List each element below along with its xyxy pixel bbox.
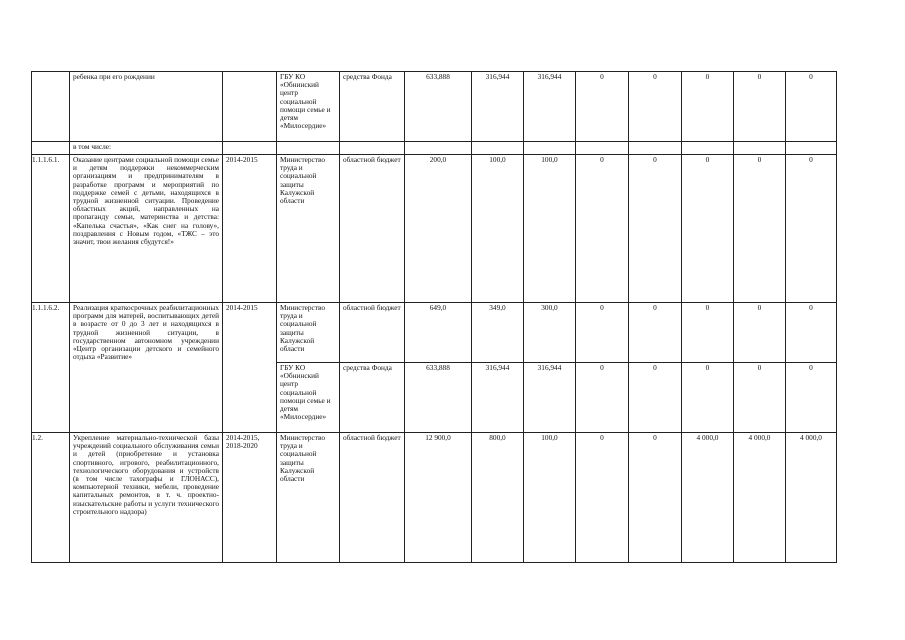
row-value: 349,0 bbox=[472, 303, 524, 363]
row-value: 0 bbox=[734, 72, 786, 142]
row-value: 316,944 bbox=[472, 363, 524, 433]
row-value: 100,0 bbox=[472, 155, 524, 303]
row-value: 12 900,0 bbox=[405, 433, 472, 563]
row-code: 1.1.1.6.2. bbox=[32, 303, 70, 433]
row-description: Реализация краткосрочных реабилитационных программ для матерей, воспитывающих детей в возрасте от 0 до 3 лет и находящихся в трудной жизненной ситуации, в государственном автономном учреждении «Центр организации детского и семейного отдыха «Развитие» bbox=[70, 303, 223, 433]
row-value bbox=[734, 142, 786, 155]
row-value: 0 bbox=[734, 155, 786, 303]
table-row bbox=[32, 72, 837, 142]
row-value: 0 bbox=[786, 72, 837, 142]
table-body bbox=[32, 72, 837, 563]
row-value: 0 bbox=[576, 72, 629, 142]
row-value bbox=[576, 142, 629, 155]
row-years: 2014-2015 bbox=[223, 155, 277, 303]
row-code bbox=[32, 72, 70, 142]
row-value: 0 bbox=[682, 155, 734, 303]
row-responsible: ГБУ КО «Обнинский центр социальной помощи семье и детям «Милосердие» bbox=[277, 363, 340, 433]
row-value: 800,0 bbox=[472, 433, 524, 563]
row-value: 0 bbox=[576, 155, 629, 303]
row-value: 0 bbox=[682, 72, 734, 142]
row-value: 0 bbox=[786, 155, 837, 303]
row-code bbox=[32, 142, 70, 155]
row-value bbox=[682, 142, 734, 155]
table-row bbox=[32, 303, 837, 363]
row-funding-source bbox=[340, 142, 405, 155]
row-value: 200,0 bbox=[405, 155, 472, 303]
row-value bbox=[629, 142, 682, 155]
row-responsible: Министерство труда и социальной защиты Калужской области bbox=[277, 433, 340, 563]
row-value: 0 bbox=[682, 303, 734, 363]
row-code: 1.2. bbox=[32, 433, 70, 563]
row-years bbox=[223, 142, 277, 155]
row-value: 100,0 bbox=[524, 433, 576, 563]
row-value: 316,944 bbox=[524, 72, 576, 142]
row-value bbox=[405, 142, 472, 155]
row-value: 0 bbox=[786, 303, 837, 363]
row-funding-source: областной бюджет bbox=[340, 303, 405, 363]
row-value: 4 000,0 bbox=[682, 433, 734, 563]
row-responsible: ГБУ КО «Обнинский центр социальной помощи семье и детям «Милосердие» bbox=[277, 72, 340, 142]
row-value: 0 bbox=[786, 363, 837, 433]
row-funding-source: средства Фонда bbox=[340, 363, 405, 433]
row-value bbox=[472, 142, 524, 155]
table-row bbox=[32, 433, 837, 563]
row-value: 316,944 bbox=[524, 363, 576, 433]
row-code: 1.1.1.6.1. bbox=[32, 155, 70, 303]
row-value: 633,888 bbox=[405, 363, 472, 433]
row-description: ребенка при его рождении bbox=[70, 72, 223, 142]
row-value: 0 bbox=[629, 303, 682, 363]
row-value: 4 000,0 bbox=[786, 433, 837, 563]
row-description: Укрепление материально-технической базы учреждений социального обслуживания семьи и детей (приобретение и установка спортивного, игрового, реабилитационного, технологического оборудования и устройств (в том числе тахографы и ГЛОНАСС), компьютерной техники, мебели, проведение капитальных ремонтов, в т. ч. проектно-изыскательские работы и услуги технического строительного надзора) bbox=[70, 433, 223, 563]
row-value: 0 bbox=[629, 155, 682, 303]
row-value: 316,944 bbox=[472, 72, 524, 142]
row-value: 633,888 bbox=[405, 72, 472, 142]
row-responsible: Министерство труда и социальной защиты Калужской области bbox=[277, 303, 340, 363]
table-row bbox=[32, 142, 837, 155]
row-years: 2014-2015, 2018-2020 bbox=[223, 433, 277, 563]
row-description: в том числе: bbox=[70, 142, 223, 155]
row-value: 300,0 bbox=[524, 303, 576, 363]
row-years: 2014-2015 bbox=[223, 303, 277, 433]
row-value: 0 bbox=[629, 363, 682, 433]
row-value: 100,0 bbox=[524, 155, 576, 303]
row-responsible bbox=[277, 142, 340, 155]
row-funding-source: областной бюджет bbox=[340, 433, 405, 563]
row-value: 0 bbox=[734, 303, 786, 363]
row-responsible: Министерство труда и социальной защиты Калужской области bbox=[277, 155, 340, 303]
row-value: 0 bbox=[576, 433, 629, 563]
row-value: 649,0 bbox=[405, 303, 472, 363]
row-value: 0 bbox=[734, 363, 786, 433]
row-value: 0 bbox=[629, 72, 682, 142]
row-years bbox=[223, 72, 277, 142]
row-value bbox=[786, 142, 837, 155]
row-description: Оказание центрами социальной помощи семье и детям поддержки некоммерческим организациям и предпринимателям в разработке программ и мероприятий по поддержке семей с детьми, находящихся в трудной жизненной ситуации. Проведение областных акций, направленных на пропаганду семьи, материнства и детства: «Капелька счастья», «Как снег на голову», поздравления с Новым годом, «ТЖС – это значит, твои желания сбудутся!» bbox=[70, 155, 223, 303]
row-funding-source: областной бюджет bbox=[340, 155, 405, 303]
row-value: 0 bbox=[682, 363, 734, 433]
row-value bbox=[524, 142, 576, 155]
row-value: 0 bbox=[576, 363, 629, 433]
row-value: 0 bbox=[629, 433, 682, 563]
row-value: 0 bbox=[576, 303, 629, 363]
row-value: 4 000,0 bbox=[734, 433, 786, 563]
row-funding-source: средства Фонда bbox=[340, 72, 405, 142]
table-row bbox=[32, 155, 837, 303]
budget-table bbox=[31, 71, 837, 563]
